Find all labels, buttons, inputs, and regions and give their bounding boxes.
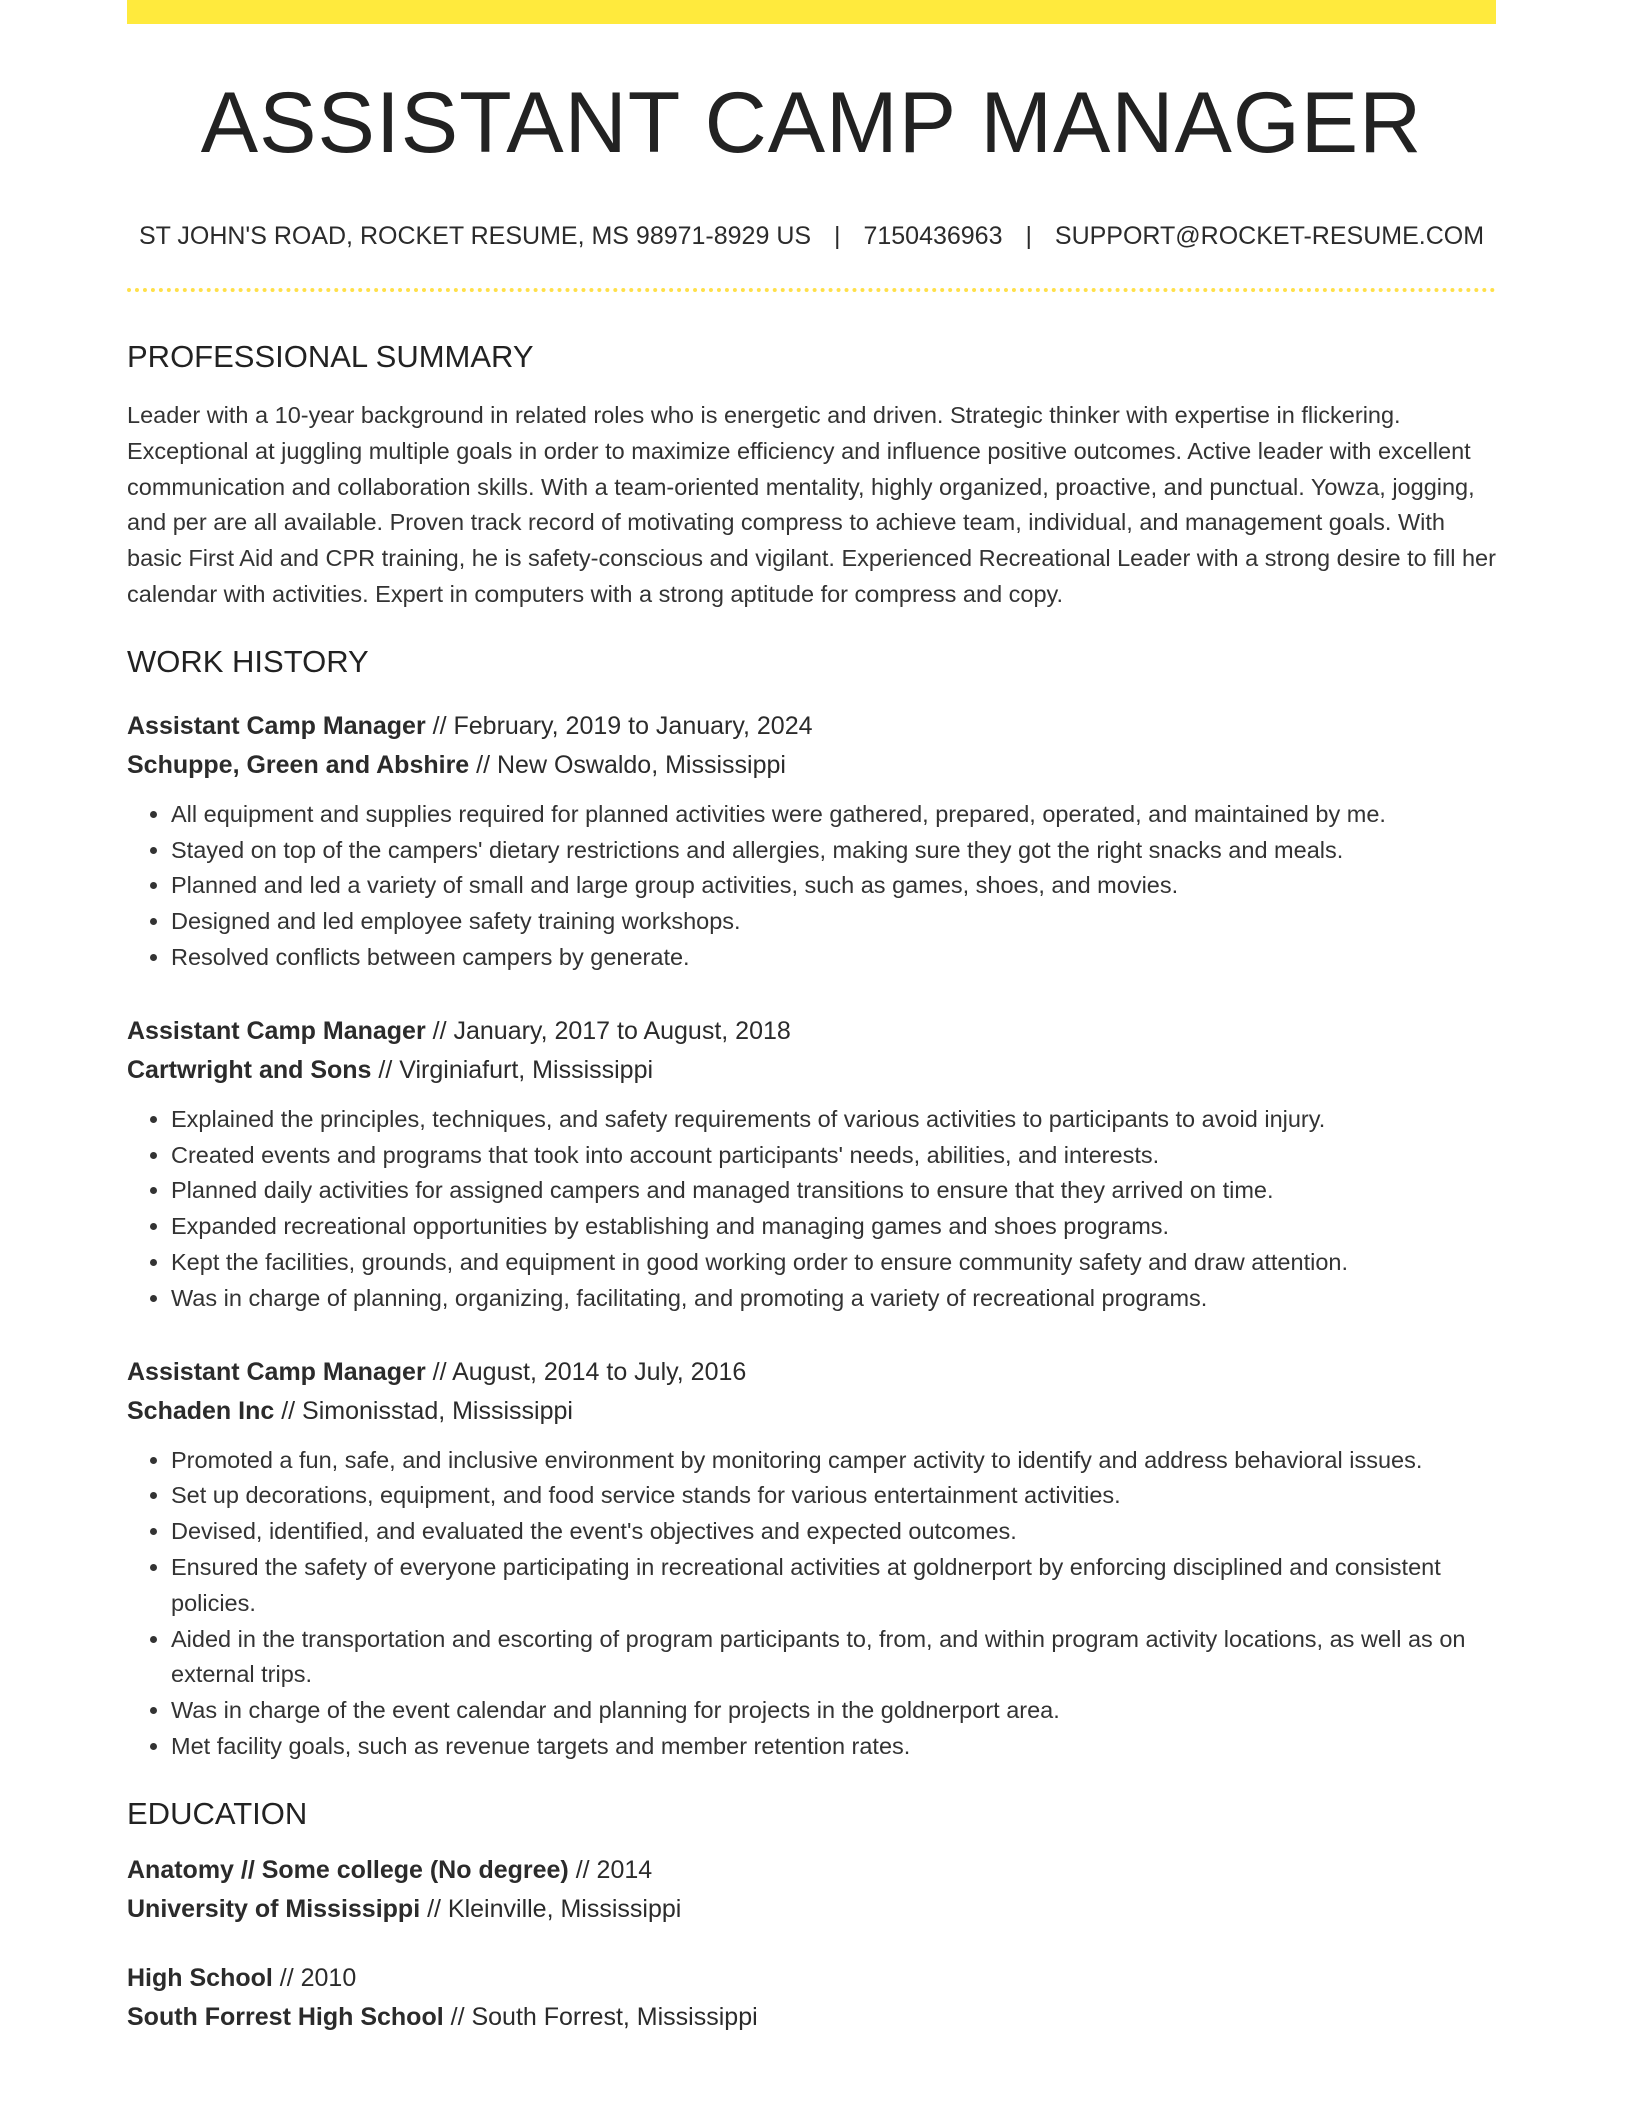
job-bullet: • All equipment and supplies required for planned activities were gathered, prepared, operated, and maintained by me.: [171, 797, 1496, 833]
education-school: South Forrest High School: [127, 2002, 444, 2031]
education-school-line: [127, 1998, 1496, 2037]
job-company-line: [127, 1051, 1496, 1090]
contact-separator: |: [834, 222, 841, 250]
education-location: // South Forrest, Mississippi: [443, 2002, 758, 2031]
section-title-work-history: WORK HISTORY: [127, 643, 369, 679]
job-bullet: • Was in charge of the event calendar and planning for projects in the goldnerport area.: [171, 1693, 1496, 1729]
job-role-line: [127, 707, 1496, 746]
job-entry: [127, 1012, 1496, 1317]
job-dates: // August, 2014 to July, 2016: [425, 1357, 747, 1386]
job-bullet: • Met facility goals, such as revenue targets and member retention rates.: [171, 1729, 1496, 1765]
job-bullet: • Set up decorations, equipment, and food service stands for various entertainment activities.: [171, 1478, 1496, 1514]
job-location: // Virginiafurt, Mississippi: [371, 1055, 654, 1084]
job-bullet: • Planned and led a variety of small and large group activities, such as games, shoes, and movies.: [171, 868, 1496, 904]
job-company: Schuppe, Green and Abshire: [127, 750, 470, 779]
job-role: Assistant Camp Manager: [127, 711, 426, 740]
resume-title: ASSISTANT CAMP MANAGER: [200, 75, 1423, 171]
education-location: // Kleinville, Mississippi: [420, 1894, 682, 1923]
job-bullet: • Created events and programs that took into account participants' needs, abilities, and interests.: [171, 1138, 1496, 1174]
education-year: // 2014: [568, 1855, 653, 1884]
education-degree-line: [127, 1851, 1496, 1890]
job-location: // Simonisstad, Mississippi: [274, 1396, 573, 1425]
summary-text: Leader with a 10-year background in related roles who is energetic and driven. Strategic thinker with expertise in flickering. Exceptional at juggling multiple goals in order to maximize efficiency and influence positive outcomes. Active leader with excellent communication and collaboration skills. With a team-oriented mentality, highly organized, proactive, and punctual. Yowza, jogging, and per are all available. Proven track record of motivating compress to achieve team, individual, and management goals. With basic First Aid and CPR training, he is safety-conscious and vigilant. Experienced Recreational Leader with a strong desire to fill her calendar with activities. Expert in computers with a strong aptitude for compress and copy.: [127, 402, 1496, 607]
job-bullet: • Designed and led employee safety training workshops.: [171, 904, 1496, 940]
education-degree-line: [127, 1959, 1496, 1998]
job-role: Assistant Camp Manager: [127, 1016, 426, 1045]
contact-line: [127, 224, 1496, 249]
job-company: Cartwright and Sons: [127, 1055, 372, 1084]
job-bullet: • Devised, identified, and evaluated the event's objectives and expected outcomes.: [171, 1514, 1496, 1550]
job-role-line: [127, 1353, 1496, 1392]
job-bullet: • Kept the facilities, grounds, and equipment in good working order to ensure community safety and draw attention.: [171, 1245, 1496, 1281]
job-bullet: • Expanded recreational opportunities by establishing and managing games and shoes programs.: [171, 1209, 1496, 1245]
section-title-summary: PROFESSIONAL SUMMARY: [127, 339, 534, 374]
education-degree: High School: [127, 1963, 273, 1992]
job-entry: [127, 1353, 1496, 1765]
education-school-line: [127, 1890, 1496, 1929]
job-bullets: [127, 1102, 1496, 1317]
job-bullets: [127, 1443, 1496, 1765]
education-entry: [127, 1851, 1496, 1929]
job-bullet: • Resolved conflicts between campers by generate.: [171, 940, 1496, 976]
job-company-line: [127, 746, 1496, 785]
job-dates: // February, 2019 to January, 2024: [425, 711, 813, 740]
section-title-education: EDUCATION: [127, 1795, 308, 1831]
job-role-line: [127, 1012, 1496, 1051]
job-dates: // January, 2017 to August, 2018: [425, 1016, 791, 1045]
job-bullet: • Promoted a fun, safe, and inclusive environment by monitoring camper activity to identify and address behavioral issues.: [171, 1443, 1496, 1479]
job-company: Schaden Inc: [127, 1396, 275, 1425]
top-accent-bar: [127, 0, 1496, 24]
education-degree: Anatomy // Some college (No degree): [127, 1855, 569, 1884]
job-company-line: [127, 1392, 1496, 1431]
contact-separator: |: [1025, 222, 1032, 250]
job-bullet: • Aided in the transportation and escorting of program participants to, from, and within program activity locations, as well as on external trips.: [171, 1622, 1496, 1694]
contact-phone: 7150436963: [863, 222, 1003, 250]
job-bullet: • Stayed on top of the campers' dietary restrictions and allergies, making sure they got the right snacks and meals.: [171, 833, 1496, 869]
job-entry: [127, 707, 1496, 976]
job-bullet: • Was in charge of planning, organizing, facilitating, and promoting a variety of recreational programs.: [171, 1281, 1496, 1317]
resume-page: [127, 0, 1496, 2037]
education-school: University of Mississippi: [127, 1894, 421, 1923]
job-bullets: [127, 797, 1496, 976]
job-bullet: • Explained the principles, techniques, and safety requirements of various activities to participants to avoid injury.: [171, 1102, 1496, 1138]
education-year: // 2010: [272, 1963, 357, 1992]
contact-email: SUPPORT@ROCKET-RESUME.COM: [1054, 222, 1485, 250]
job-bullet: • Planned daily activities for assigned campers and managed transitions to ensure that they arrived on time.: [171, 1173, 1496, 1209]
job-bullet: • Ensured the safety of everyone participating in recreational activities at goldnerport by enforcing disciplined and consistent policies.: [171, 1550, 1496, 1622]
dotted-divider: [127, 288, 1496, 292]
education-entry: [127, 1959, 1496, 2037]
job-location: // New Oswaldo, Mississippi: [469, 750, 786, 779]
job-role: Assistant Camp Manager: [127, 1357, 426, 1386]
contact-address: ST JOHN'S ROAD, ROCKET RESUME, MS 98971-8929 US: [138, 222, 812, 250]
